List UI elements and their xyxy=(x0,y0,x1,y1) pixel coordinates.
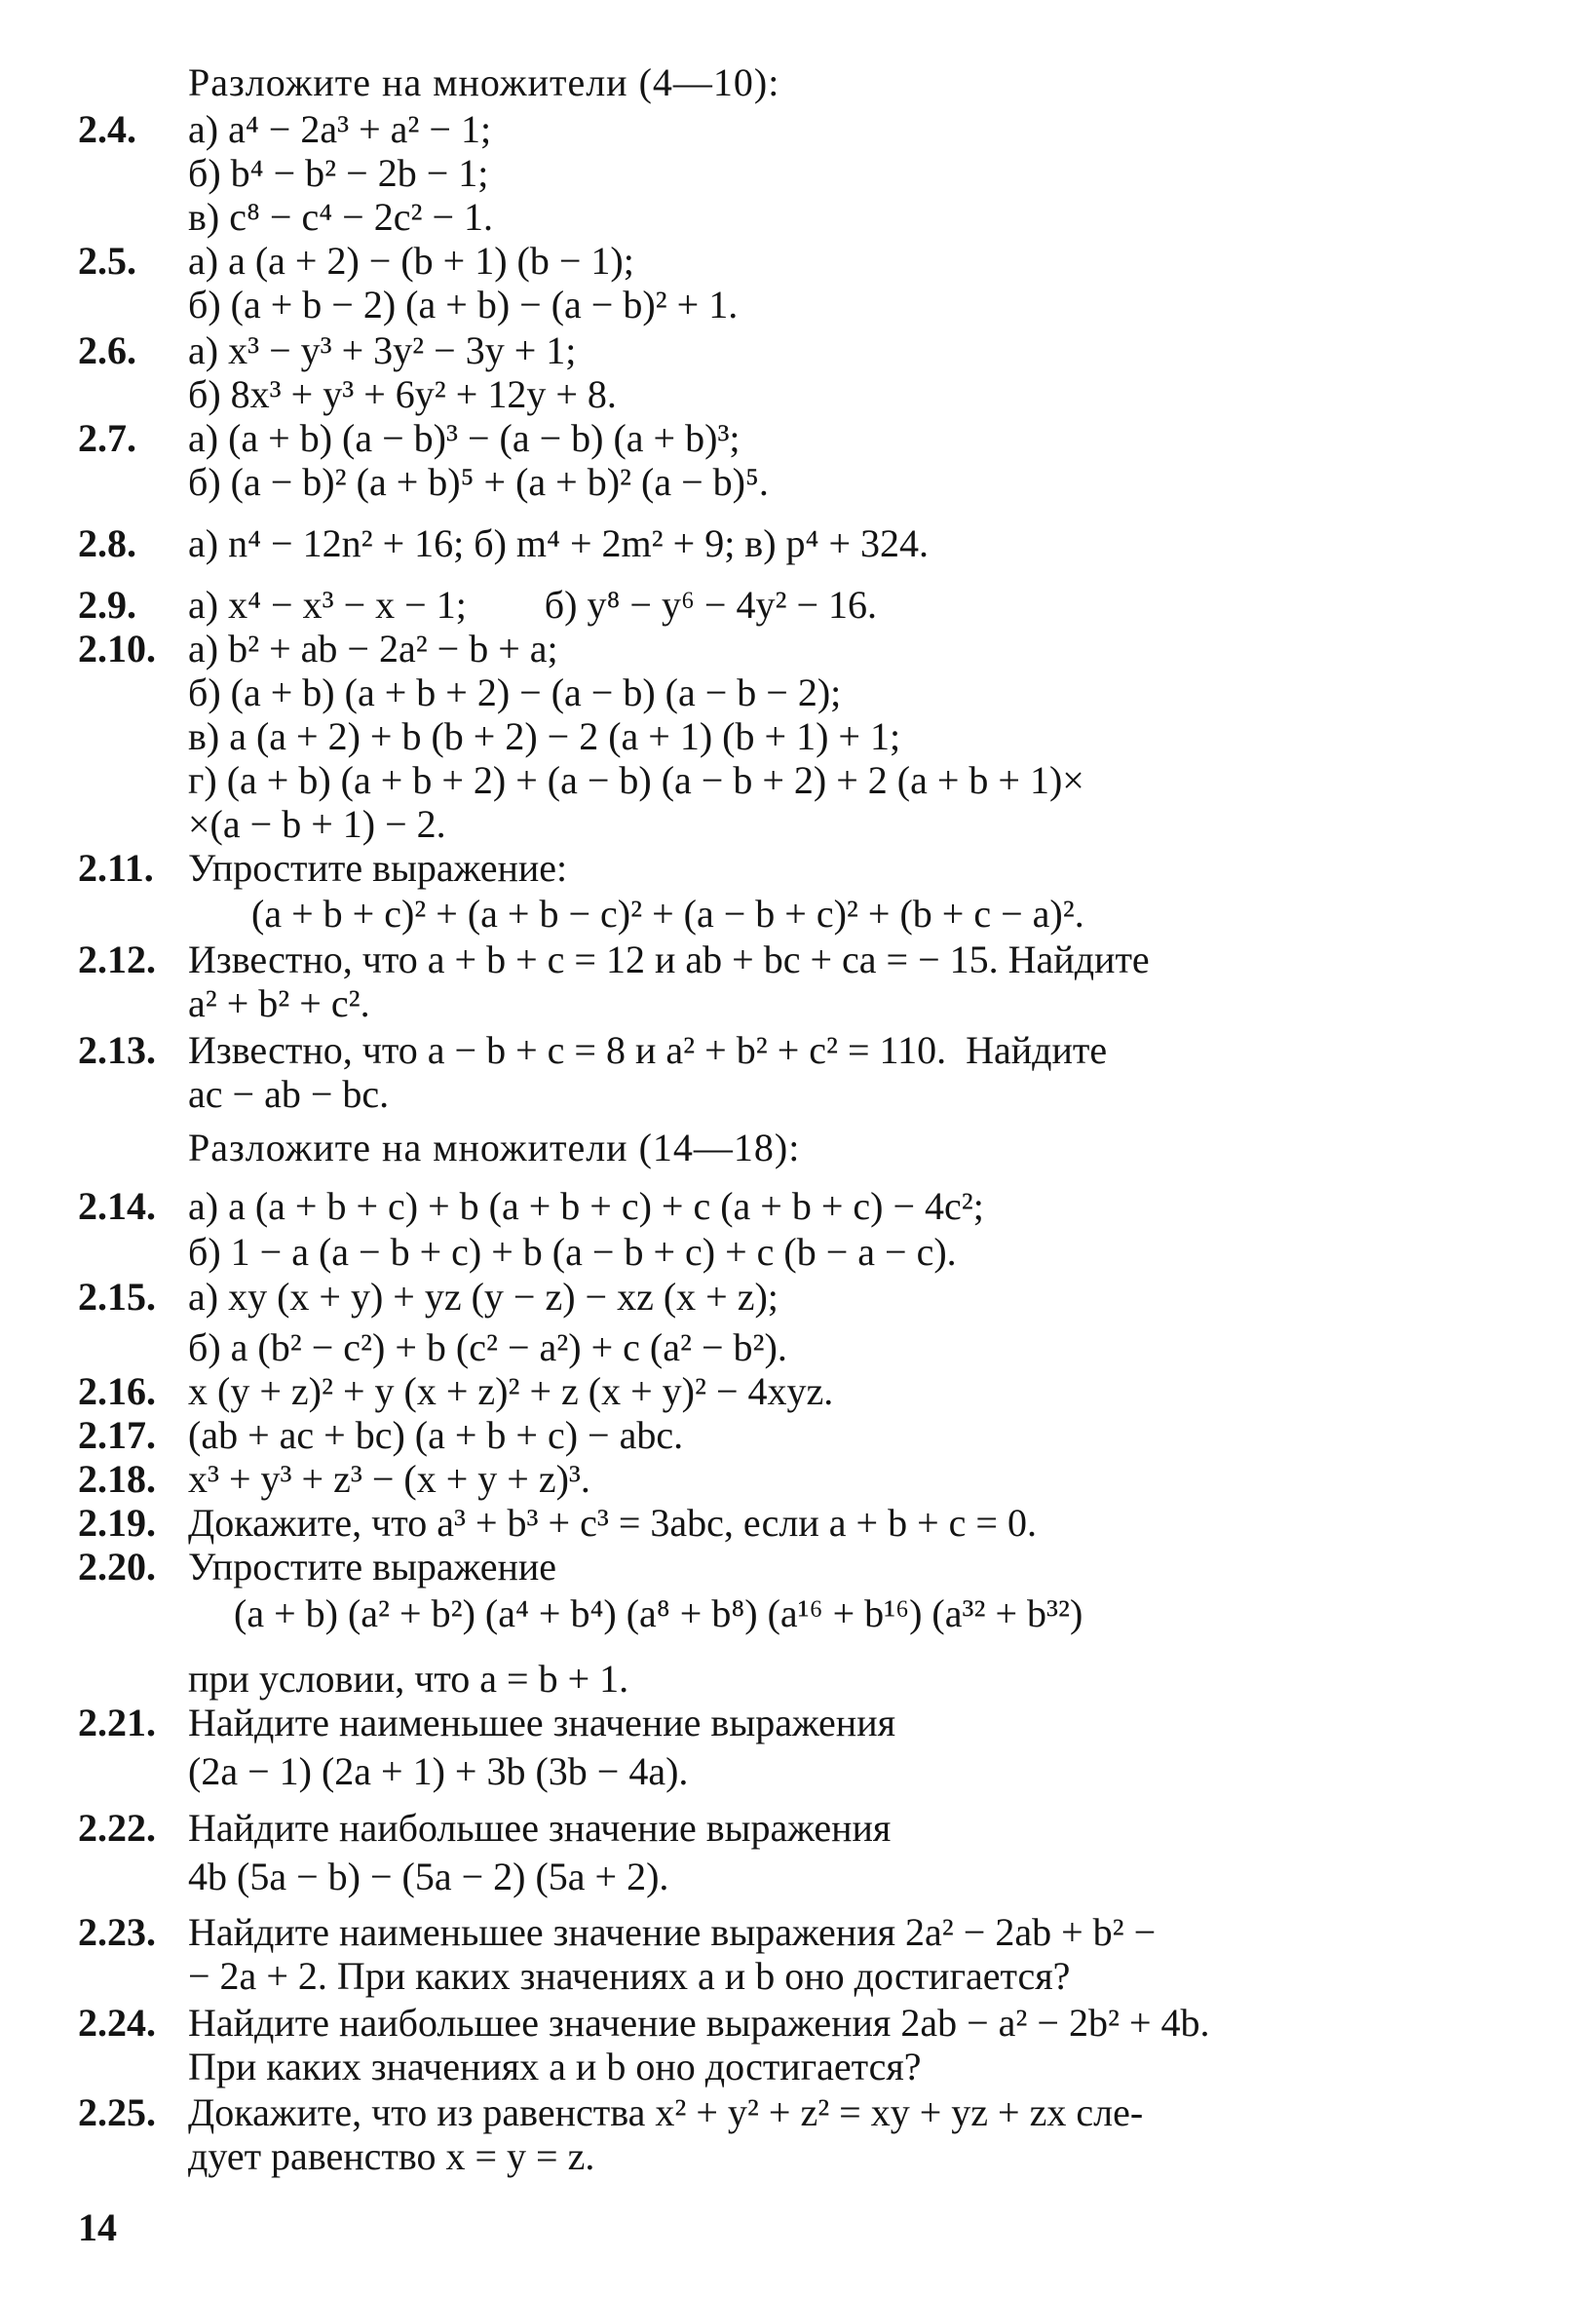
problem-number: 2.10. xyxy=(78,627,156,670)
problem-text: при условии, что a = b + 1. xyxy=(188,1657,629,1701)
problem-number: 2.24. xyxy=(78,2001,156,2045)
problem-text: г) (a + b) (a + b + 2) + (a − b) (a − b + 2) + 2 (a + b + 1)× xyxy=(188,758,1084,802)
page-number: 14 xyxy=(78,2205,117,2249)
problem-text: а) x³ − y³ + 3y² − 3y + 1; xyxy=(188,328,577,372)
problem-text: б) (a − b)² (a + b)⁵ + (a + b)² (a − b)⁵. xyxy=(188,460,769,504)
problem-number: 2.4. xyxy=(78,107,136,151)
problem-text: в) c⁸ − c⁴ − 2c² − 1. xyxy=(188,195,494,239)
problem-text: (2a − 1) (2a + 1) + 3b (3b − 4a). xyxy=(188,1749,689,1793)
problem-text: Докажите, что a³ + b³ + c³ = 3abc, если a + b + c = 0. xyxy=(188,1501,1037,1545)
problem-text: − 2a + 2. При каких значениях a и b оно достигается? xyxy=(188,1954,1071,1998)
problem-text: а) b² + ab − 2a² − b + a; xyxy=(188,627,558,670)
problem-number: 2.5. xyxy=(78,239,136,283)
problem-text: При каких значениях a и b оно достигается? xyxy=(188,2045,922,2088)
problem-number: 2.20. xyxy=(78,1545,156,1589)
problem-text: а) (a + b) (a − b)³ − (a − b) (a + b)³; xyxy=(188,416,741,460)
problem-number: 2.12. xyxy=(78,938,156,981)
problem-number: 2.22. xyxy=(78,1806,156,1850)
problem-text: б) (a + b − 2) (a + b) − (a − b)² + 1. xyxy=(188,283,739,326)
problem-text: дует равенство x = y = z. xyxy=(188,2134,595,2178)
problem-number: 2.15. xyxy=(78,1275,156,1319)
problem-number: 2.21. xyxy=(78,1701,156,1744)
problem-text: а) a⁴ − 2a³ + a² − 1; xyxy=(188,107,492,151)
problem-text: Известно, что a − b + c = 8 и a² + b² + c² = 110. Найдите xyxy=(188,1028,1108,1072)
problem-text: Упростите выражение: xyxy=(188,846,568,890)
problem-text: в) a (a + 2) + b (b + 2) − 2 (a + 1) (b + 1) + 1; xyxy=(188,714,901,758)
problem-number: 2.6. xyxy=(78,328,136,372)
problem-text: б) a (b² − c²) + b (c² − a²) + c (a² − b²). xyxy=(188,1325,787,1369)
problem-text: а) x⁴ − x³ − x − 1; б) y⁸ − y⁶ − 4y² − 16. xyxy=(188,583,878,627)
problem-text: Найдите наименьшее значение выражения xyxy=(188,1701,896,1744)
problem-text: ac − ab − bc. xyxy=(188,1072,390,1116)
problem-number: 2.8. xyxy=(78,521,136,565)
problem-text: а) xy (x + y) + yz (y − z) − xz (x + z); xyxy=(188,1275,779,1319)
problem-text: (ab + ac + bc) (a + b + c) − abc. xyxy=(188,1413,684,1457)
problem-text: б) (a + b) (a + b + 2) − (a − b) (a − b − 2); xyxy=(188,670,842,714)
problem-text: а) a (a + b + c) + b (a + b + c) + c (a + b + c) − 4c²; xyxy=(188,1184,984,1228)
problem-text: (a + b + c)² + (a + b − c)² + (a − b + c)² + (b + c − a)². xyxy=(251,892,1084,936)
problem-text: Докажите, что из равенства x² + y² + z² = xy + yz + zx сле- xyxy=(188,2090,1144,2134)
problem-text: б) 8x³ + y³ + 6y² + 12y + 8. xyxy=(188,372,617,416)
problem-text: Известно, что a + b + c = 12 и ab + bc + ca = − 15. Найдите xyxy=(188,938,1150,981)
problem-number: 2.14. xyxy=(78,1184,156,1228)
problem-text: б) 1 − a (a − b + c) + b (a − b + c) + c (b − a − c). xyxy=(188,1230,957,1274)
problem-text: ×(a − b + 1) − 2. xyxy=(188,802,446,846)
problem-text: x³ + y³ + z³ − (x + y + z)³. xyxy=(188,1457,590,1501)
problem-text: Найдите наименьшее значение выражения 2a² − 2ab + b² − xyxy=(188,1910,1157,1954)
problem-text: Упростите выражение xyxy=(188,1545,557,1589)
problem-text: (a + b) (a² + b²) (a⁴ + b⁴) (a⁸ + b⁸) (a¹⁶ + b¹⁶) (a³² + b³²) xyxy=(234,1591,1083,1635)
problem-number: 2.13. xyxy=(78,1028,156,1072)
problem-text: a² + b² + c². xyxy=(188,981,370,1025)
problem-text: а) n⁴ − 12n² + 16; б) m⁴ + 2m² + 9; в) p⁴ + 324. xyxy=(188,521,930,565)
section-heading: Разложите на множители (14—18): xyxy=(188,1126,801,1169)
problem-number: 2.17. xyxy=(78,1413,156,1457)
problem-number: 2.18. xyxy=(78,1457,156,1501)
problem-text: Найдите наибольшее значение выражения xyxy=(188,1806,892,1850)
problem-text: 4b (5a − b) − (5a − 2) (5a + 2). xyxy=(188,1855,669,1898)
problem-number: 2.23. xyxy=(78,1910,156,1954)
problem-number: 2.25. xyxy=(78,2090,156,2134)
problem-text: Найдите наибольшее значение выражения 2ab − a² − 2b² + 4b. xyxy=(188,2001,1210,2045)
problem-text: а) a (a + 2) − (b + 1) (b − 1); xyxy=(188,239,634,283)
problem-text: x (y + z)² + y (x + z)² + z (x + y)² − 4xyz. xyxy=(188,1369,834,1413)
problem-number: 2.9. xyxy=(78,583,136,627)
problem-text: б) b⁴ − b² − 2b − 1; xyxy=(188,151,489,195)
problem-number: 2.16. xyxy=(78,1369,156,1413)
section-heading: Разложите на множители (4—10): xyxy=(188,60,780,104)
problem-number: 2.7. xyxy=(78,416,136,460)
problem-number: 2.11. xyxy=(78,846,154,890)
problem-number: 2.19. xyxy=(78,1501,156,1545)
